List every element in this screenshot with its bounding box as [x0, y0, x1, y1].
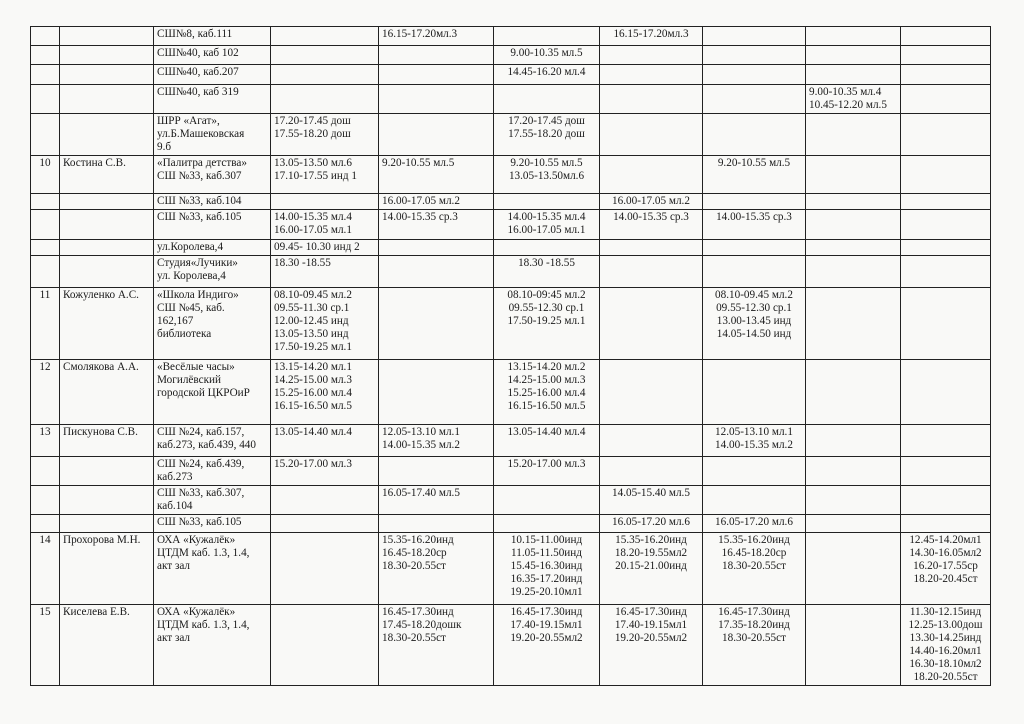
day-1-cell: 18.30 -18.55: [271, 256, 379, 288]
day-4-cell: 16.45-17.30инд 17.40-19.15мл1 19.20-20.55мл2: [600, 605, 703, 686]
day-1-cell: [271, 85, 379, 114]
table-row: [31, 288, 991, 360]
day-2-cell: [379, 256, 494, 288]
row-number-cell: 11: [31, 288, 60, 360]
day-7-cell: [901, 288, 991, 360]
day-4-cell: [600, 114, 703, 156]
day-4-cell: [600, 256, 703, 288]
day-5-cell: 16.45-17.30инд 17.35-18.20инд 18.30-20.55ст: [703, 605, 806, 686]
day-6-cell: [806, 533, 901, 605]
teacher-name-cell: [60, 210, 154, 240]
day-3-cell: 9.00-10.35 мл.5: [494, 46, 600, 65]
day-5-cell: 14.00-15.35 ср.3: [703, 210, 806, 240]
day-2-cell: 16.00-17.05 мл.2: [379, 194, 494, 210]
location-cell: ШРР «Агат», ул.Б.Машековская 9.б: [154, 114, 271, 156]
day-2-cell: [379, 515, 494, 533]
day-3-cell: [494, 27, 600, 46]
day-2-cell: [379, 457, 494, 486]
day-3-cell: 14.45-16.20 мл.4: [494, 65, 600, 85]
day-2-cell: [379, 288, 494, 360]
location-cell: СШ№40, каб 102: [154, 46, 271, 65]
table-row: [31, 457, 991, 486]
location-cell: СШ №33, каб.307, каб.104: [154, 486, 271, 515]
day-7-cell: 11.30-12.15инд 12.25-13.00дош 13.30-14.25инд 14.40-16.20мл1 16.30-18.10мл2 18.20-20.55ст: [901, 605, 991, 686]
day-2-cell: [379, 240, 494, 256]
day-3-cell: 18.30 -18.55: [494, 256, 600, 288]
day-2-cell: [379, 65, 494, 85]
table-row: [31, 240, 991, 256]
location-cell: Студия«Лучики» ул. Королева,4: [154, 256, 271, 288]
teacher-name-cell: [60, 515, 154, 533]
day-3-cell: 17.20-17.45 дош 17.55-18.20 дош: [494, 114, 600, 156]
day-1-cell: [271, 605, 379, 686]
location-cell: СШ №24, каб.157, каб.273, каб.439, 440: [154, 425, 271, 457]
teacher-name-cell: Кожуленко А.С.: [60, 288, 154, 360]
day-1-cell: 08.10-09.45 мл.2 09.55-11.30 ср.1 12.00-12.45 инд 13.05-13.50 инд 17.50-19.25 мл.1: [271, 288, 379, 360]
day-7-cell: [901, 27, 991, 46]
location-cell: ул.Королева,4: [154, 240, 271, 256]
teacher-name-cell: [60, 457, 154, 486]
row-number-cell: 13: [31, 425, 60, 457]
day-7-cell: [901, 85, 991, 114]
day-1-cell: [271, 65, 379, 85]
day-1-cell: [271, 533, 379, 605]
row-number-cell: [31, 457, 60, 486]
day-5-cell: [703, 457, 806, 486]
table-row: [31, 46, 991, 65]
day-4-cell: 14.00-15.35 ср.3: [600, 210, 703, 240]
day-5-cell: 15.35-16.20инд 16.45-18.20ср 18.30-20.55ст: [703, 533, 806, 605]
day-4-cell: 16.15-17.20мл.3: [600, 27, 703, 46]
day-6-cell: [806, 210, 901, 240]
teacher-name-cell: [60, 46, 154, 65]
day-2-cell: [379, 46, 494, 65]
day-4-cell: [600, 288, 703, 360]
row-number-cell: [31, 210, 60, 240]
day-6-cell: [806, 65, 901, 85]
schedule-body: [31, 27, 991, 686]
day-5-cell: 9.20-10.55 мл.5: [703, 156, 806, 194]
row-number-cell: 10: [31, 156, 60, 194]
location-cell: СШ №33, каб.104: [154, 194, 271, 210]
teacher-name-cell: [60, 114, 154, 156]
location-cell: СШ №24, каб.439, каб.273: [154, 457, 271, 486]
day-6-cell: [806, 156, 901, 194]
day-3-cell: 13.05-14.40 мл.4: [494, 425, 600, 457]
day-1-cell: 14.00-15.35 мл.4 16.00-17.05 мл.1: [271, 210, 379, 240]
location-cell: «Весёлые часы» Могилёвский городской ЦКРОиР: [154, 360, 271, 425]
day-5-cell: [703, 114, 806, 156]
location-cell: «Школа Индиго» СШ №45, каб. 162,167 библиотека: [154, 288, 271, 360]
day-7-cell: [901, 210, 991, 240]
day-6-cell: [806, 457, 901, 486]
teacher-name-cell: [60, 27, 154, 46]
table-row: [31, 256, 991, 288]
table-row: [31, 27, 991, 46]
day-3-cell: [494, 194, 600, 210]
row-number-cell: [31, 27, 60, 46]
table-row: [31, 605, 991, 686]
day-7-cell: [901, 360, 991, 425]
location-cell: СШ№40, каб.207: [154, 65, 271, 85]
day-5-cell: [703, 256, 806, 288]
day-7-cell: [901, 46, 991, 65]
day-5-cell: [703, 65, 806, 85]
day-3-cell: [494, 515, 600, 533]
table-row: [31, 360, 991, 425]
day-6-cell: [806, 605, 901, 686]
day-3-cell: 15.20-17.00 мл.3: [494, 457, 600, 486]
day-6-cell: [806, 46, 901, 65]
day-1-cell: 13.05-14.40 мл.4: [271, 425, 379, 457]
day-5-cell: [703, 360, 806, 425]
day-6-cell: [806, 194, 901, 210]
day-6-cell: 9.00-10.35 мл.4 10.45-12.20 мл.5: [806, 85, 901, 114]
table-row: [31, 194, 991, 210]
day-2-cell: 16.45-17.30инд 17.45-18.20дошк 18.30-20.55ст: [379, 605, 494, 686]
day-2-cell: 16.15-17.20мл.3: [379, 27, 494, 46]
day-3-cell: [494, 486, 600, 515]
day-6-cell: [806, 114, 901, 156]
day-5-cell: 12.05-13.10 мл.1 14.00-15.35 мл.2: [703, 425, 806, 457]
day-7-cell: [901, 425, 991, 457]
day-1-cell: 17.20-17.45 дош 17.55-18.20 дош: [271, 114, 379, 156]
teacher-name-cell: [60, 256, 154, 288]
day-6-cell: [806, 515, 901, 533]
day-1-cell: [271, 46, 379, 65]
teacher-name-cell: Киселева Е.В.: [60, 605, 154, 686]
day-5-cell: [703, 486, 806, 515]
day-3-cell: 10.15-11.00инд 11.05-11.50инд 15.45-16.30инд 16.35-17.20инд 19.25-20.10мл1: [494, 533, 600, 605]
row-number-cell: [31, 515, 60, 533]
row-number-cell: [31, 85, 60, 114]
day-6-cell: [806, 486, 901, 515]
row-number-cell: [31, 65, 60, 85]
day-7-cell: [901, 240, 991, 256]
day-7-cell: [901, 486, 991, 515]
table-row: [31, 156, 991, 194]
day-3-cell: 9.20-10.55 мл.5 13.05-13.50мл.6: [494, 156, 600, 194]
location-cell: ОХА «Кужалёк» ЦТДМ каб. 1.3, 1.4, акт зал: [154, 533, 271, 605]
day-4-cell: [600, 425, 703, 457]
day-1-cell: [271, 515, 379, 533]
row-number-cell: [31, 256, 60, 288]
table-row: [31, 533, 991, 605]
day-5-cell: 08.10-09.45 мл.2 09.55-12.30 ср.1 13.00-13.45 инд 14.05-14.50 инд: [703, 288, 806, 360]
teacher-name-cell: Смолякова А.А.: [60, 360, 154, 425]
day-3-cell: 13.15-14.20 мл.2 14.25-15.00 мл.3 15.25-16.00 мл.4 16.15-16.50 мл.5: [494, 360, 600, 425]
day-1-cell: [271, 27, 379, 46]
day-6-cell: [806, 360, 901, 425]
day-2-cell: 16.05-17.40 мл.5: [379, 486, 494, 515]
location-cell: «Палитра детства» СШ №33, каб.307: [154, 156, 271, 194]
teacher-name-cell: [60, 65, 154, 85]
row-number-cell: [31, 486, 60, 515]
day-2-cell: [379, 360, 494, 425]
day-7-cell: [901, 457, 991, 486]
table-row: [31, 515, 991, 533]
day-2-cell: [379, 85, 494, 114]
row-number-cell: [31, 46, 60, 65]
day-5-cell: [703, 240, 806, 256]
day-3-cell: 14.00-15.35 мл.4 16.00-17.05 мл.1: [494, 210, 600, 240]
day-6-cell: [806, 240, 901, 256]
day-4-cell: [600, 46, 703, 65]
row-number-cell: 12: [31, 360, 60, 425]
location-cell: ОХА «Кужалёк» ЦТДМ каб. 1.3, 1.4, акт зал: [154, 605, 271, 686]
day-3-cell: 16.45-17.30инд 17.40-19.15мл1 19.20-20.55мл2: [494, 605, 600, 686]
day-4-cell: 16.00-17.05 мл.2: [600, 194, 703, 210]
row-number-cell: [31, 240, 60, 256]
teacher-name-cell: [60, 486, 154, 515]
day-7-cell: [901, 65, 991, 85]
day-5-cell: 16.05-17.20 мл.6: [703, 515, 806, 533]
day-2-cell: 15.35-16.20инд 16.45-18.20ср 18.30-20.55ст: [379, 533, 494, 605]
day-2-cell: 9.20-10.55 мл.5: [379, 156, 494, 194]
day-2-cell: 14.00-15.35 ср.3: [379, 210, 494, 240]
day-2-cell: [379, 114, 494, 156]
table-row: [31, 425, 991, 457]
day-7-cell: [901, 194, 991, 210]
day-5-cell: [703, 194, 806, 210]
day-4-cell: [600, 65, 703, 85]
day-5-cell: [703, 85, 806, 114]
day-2-cell: 12.05-13.10 мл.1 14.00-15.35 мл.2: [379, 425, 494, 457]
day-1-cell: 13.05-13.50 мл.6 17.10-17.55 инд 1: [271, 156, 379, 194]
teacher-name-cell: [60, 85, 154, 114]
row-number-cell: [31, 194, 60, 210]
table-row: [31, 65, 991, 85]
table-row: [31, 85, 991, 114]
day-4-cell: 15.35-16.20инд 18.20-19.55мл2 20.15-21.00инд: [600, 533, 703, 605]
day-7-cell: [901, 515, 991, 533]
teacher-name-cell: Костина С.В.: [60, 156, 154, 194]
table-row: [31, 114, 991, 156]
day-4-cell: [600, 240, 703, 256]
row-number-cell: 15: [31, 605, 60, 686]
day-4-cell: [600, 360, 703, 425]
table-row: [31, 486, 991, 515]
day-7-cell: [901, 114, 991, 156]
teacher-name-cell: Прохорова М.Н.: [60, 533, 154, 605]
row-number-cell: 14: [31, 533, 60, 605]
day-1-cell: [271, 486, 379, 515]
day-3-cell: [494, 240, 600, 256]
day-6-cell: [806, 425, 901, 457]
day-4-cell: 14.05-15.40 мл.5: [600, 486, 703, 515]
row-number-cell: [31, 114, 60, 156]
teacher-name-cell: [60, 240, 154, 256]
day-1-cell: 09.45- 10.30 инд 2: [271, 240, 379, 256]
day-3-cell: [494, 85, 600, 114]
teacher-name-cell: [60, 194, 154, 210]
location-cell: СШ№40, каб 319: [154, 85, 271, 114]
day-1-cell: 13.15-14.20 мл.1 14.25-15.00 мл.3 15.25-16.00 мл.4 16.15-16.50 мл.5: [271, 360, 379, 425]
day-5-cell: [703, 46, 806, 65]
day-4-cell: 16.05-17.20 мл.6: [600, 515, 703, 533]
day-7-cell: 12.45-14.20мл1 14.30-16.05мл2 16.20-17.55ср 18.20-20.45ст: [901, 533, 991, 605]
location-cell: СШ№8, каб.111: [154, 27, 271, 46]
day-1-cell: 15.20-17.00 мл.3: [271, 457, 379, 486]
schedule-table: [30, 26, 991, 686]
day-7-cell: [901, 156, 991, 194]
location-cell: СШ №33, каб.105: [154, 515, 271, 533]
day-5-cell: [703, 27, 806, 46]
day-4-cell: [600, 156, 703, 194]
location-cell: СШ №33, каб.105: [154, 210, 271, 240]
day-3-cell: 08.10-09:45 мл.2 09.55-12.30 ср.1 17.50-19.25 мл.1: [494, 288, 600, 360]
day-7-cell: [901, 256, 991, 288]
day-4-cell: [600, 457, 703, 486]
day-6-cell: [806, 256, 901, 288]
day-6-cell: [806, 288, 901, 360]
day-6-cell: [806, 27, 901, 46]
teacher-name-cell: Пискунова С.В.: [60, 425, 154, 457]
day-1-cell: [271, 194, 379, 210]
day-4-cell: [600, 85, 703, 114]
table-row: [31, 210, 991, 240]
